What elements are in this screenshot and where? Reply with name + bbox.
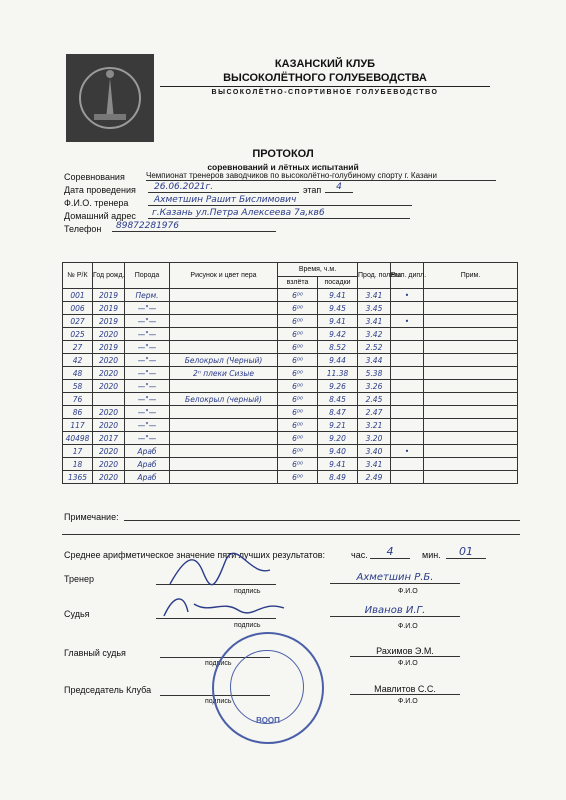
col-note: Прим.	[424, 263, 518, 289]
cell-duration: 3.42	[358, 328, 391, 341]
cell-duration: 3.41	[358, 289, 391, 302]
cell-num: 27	[63, 341, 93, 354]
cell-takeoff: 6⁰⁰	[278, 445, 318, 458]
document-title: ПРОТОКОЛ	[252, 148, 314, 160]
trainer-sign-label: Тренер	[64, 574, 94, 584]
cell-duration: 3.26	[358, 380, 391, 393]
cell-landing: 8.49	[318, 471, 358, 484]
note-line-1	[124, 520, 520, 521]
cell-note	[424, 328, 518, 341]
cell-color: Белокрыл (Черный)	[170, 354, 278, 367]
cell-breed: —"—	[125, 419, 170, 432]
cell-duration: 2.52	[358, 341, 391, 354]
cell-breed: —"—	[125, 432, 170, 445]
cell-landing: 8.47	[318, 406, 358, 419]
cell-color	[170, 315, 278, 328]
cell-num: 001	[63, 289, 93, 302]
table-row	[63, 341, 518, 354]
cell-note	[424, 315, 518, 328]
cell-landing: 9.45	[318, 302, 358, 315]
stage-label: этап	[303, 185, 322, 195]
cell-takeoff: 6⁰⁰	[278, 354, 318, 367]
cell-landing: 9.40	[318, 445, 358, 458]
cell-takeoff: 6⁰⁰	[278, 458, 318, 471]
cell-year: 2017	[93, 432, 125, 445]
club-logo	[66, 54, 154, 142]
cell-landing: 8.52	[318, 341, 358, 354]
cell-color	[170, 406, 278, 419]
chair-label: Председатель Клуба	[64, 685, 152, 695]
table-row	[63, 458, 518, 471]
cell-breed: —"—	[125, 315, 170, 328]
judge-signature	[160, 590, 290, 624]
cell-landing: 9.21	[318, 419, 358, 432]
cell-takeoff: 6⁰⁰	[278, 341, 318, 354]
cell-num: 18	[63, 458, 93, 471]
average-hours-value: 4	[370, 545, 410, 559]
cell-num: 58	[63, 380, 93, 393]
address-value: г.Казань ул.Петра Алексеева 7а,кв6	[148, 208, 410, 219]
col-color: Рисунок и цвет пера	[170, 263, 278, 289]
cell-done	[391, 406, 424, 419]
table-row	[63, 406, 518, 419]
cell-done	[391, 393, 424, 406]
date-label: Дата проведения	[64, 185, 136, 195]
cell-breed: —"—	[125, 393, 170, 406]
cell-color	[170, 432, 278, 445]
document-subtitle: соревнований и лётных испытаний	[207, 162, 359, 172]
results-table	[62, 262, 518, 484]
cell-color	[170, 380, 278, 393]
official-stamp	[212, 632, 324, 744]
cell-breed: —"—	[125, 354, 170, 367]
cell-year: 2019	[93, 302, 125, 315]
cell-done: •	[391, 445, 424, 458]
average-label: Среднее арифметическое значение пяти лучших результатов:	[64, 550, 325, 560]
cell-takeoff: 6⁰⁰	[278, 393, 318, 406]
average-hours-label: час.	[351, 550, 368, 560]
club-name-line1: КАЗАНСКИЙ КЛУБ	[274, 58, 376, 70]
cell-duration: 3.21	[358, 419, 391, 432]
cell-takeoff: 6⁰⁰	[278, 315, 318, 328]
cell-year: 2020	[93, 419, 125, 432]
table-row	[63, 302, 518, 315]
cell-num: 48	[63, 367, 93, 380]
cell-landing: 9.20	[318, 432, 358, 445]
cell-note	[424, 445, 518, 458]
cell-takeoff: 6⁰⁰	[278, 419, 318, 432]
cell-year	[93, 393, 125, 406]
cell-duration: 3.40	[358, 445, 391, 458]
col-breed: Порода	[125, 263, 170, 289]
cell-note	[424, 419, 518, 432]
cell-year: 2020	[93, 354, 125, 367]
cell-duration: 2.45	[358, 393, 391, 406]
cell-duration: 5.38	[358, 367, 391, 380]
table-row	[63, 393, 518, 406]
cell-year: 2019	[93, 341, 125, 354]
cell-duration: 3.20	[358, 432, 391, 445]
cell-takeoff: 6⁰⁰	[278, 367, 318, 380]
cell-landing: 9.41	[318, 458, 358, 471]
cell-breed: —"—	[125, 380, 170, 393]
judge-sign-label: Судья	[64, 609, 90, 619]
trainer-podpis: подпись	[234, 588, 261, 595]
cell-breed: —"—	[125, 302, 170, 315]
cell-breed: Араб	[125, 471, 170, 484]
cell-year: 2020	[93, 367, 125, 380]
cell-color	[170, 341, 278, 354]
cell-breed: —"—	[125, 406, 170, 419]
competition-value: Чемпионат тренеров заводчиков по высоколётно-голубиному спорту г. Казани	[146, 171, 496, 181]
cell-duration: 2.49	[358, 471, 391, 484]
cell-done	[391, 458, 424, 471]
cell-color: 2ⁿ плеки Сизые	[170, 367, 278, 380]
cell-color	[170, 302, 278, 315]
club-name-line2: ВЫСОКОЛЁТНОГО ГОЛУБЕВОДСТВА	[223, 72, 427, 84]
cell-year: 2019	[93, 289, 125, 302]
note-line-2	[62, 534, 520, 535]
col-time: Время, ч.м.	[278, 263, 358, 277]
chair-name: Мавлитов С.С.	[350, 684, 460, 695]
cell-note	[424, 432, 518, 445]
judge-name: Иванов И.Г.	[330, 605, 460, 617]
cell-done	[391, 471, 424, 484]
cell-color: Белокрыл (черный)	[170, 393, 278, 406]
cell-done	[391, 419, 424, 432]
chief-name: Рахимов Э.М.	[350, 646, 460, 657]
col-duration: Прод. полёта	[358, 263, 391, 289]
trainer-signature	[165, 552, 275, 592]
cell-note	[424, 406, 518, 419]
cell-done	[391, 354, 424, 367]
trainer-value: Ахметшин Рашит Бислимович	[148, 195, 412, 206]
judge-podpis: подпись	[234, 622, 261, 629]
phone-label: Телефон	[64, 224, 102, 234]
chief-podpis: подпись	[205, 660, 232, 667]
cell-done	[391, 328, 424, 341]
col-takeoff: взлёта	[278, 277, 318, 289]
cell-landing: 9.41	[318, 315, 358, 328]
chair-fio: Ф.И.О	[398, 698, 418, 705]
table-row	[63, 328, 518, 341]
chief-label: Главный судья	[64, 648, 126, 658]
cell-breed: —"—	[125, 341, 170, 354]
cell-color	[170, 419, 278, 432]
cell-landing: 9.26	[318, 380, 358, 393]
cell-takeoff: 6⁰⁰	[278, 406, 318, 419]
cell-breed: Араб	[125, 458, 170, 471]
table-row	[63, 419, 518, 432]
cell-year: 2020	[93, 458, 125, 471]
cell-year: 2020	[93, 471, 125, 484]
cell-duration: 3.45	[358, 302, 391, 315]
cell-num: 027	[63, 315, 93, 328]
cell-color	[170, 328, 278, 341]
cell-num: 025	[63, 328, 93, 341]
cell-duration: 3.41	[358, 458, 391, 471]
cell-breed: —"—	[125, 367, 170, 380]
table-row	[63, 289, 518, 302]
cell-duration: 3.44	[358, 354, 391, 367]
cell-landing: 9.42	[318, 328, 358, 341]
cell-num: 86	[63, 406, 93, 419]
cell-landing: 11.38	[318, 367, 358, 380]
col-landing: посадки	[318, 277, 358, 289]
cell-landing: 9.41	[318, 289, 358, 302]
stamp-text: ВООП	[256, 716, 280, 725]
table-row	[63, 445, 518, 458]
cell-note	[424, 471, 518, 484]
cell-note	[424, 393, 518, 406]
phone-value: 89872281976	[112, 221, 276, 232]
cell-color	[170, 289, 278, 302]
cell-done	[391, 380, 424, 393]
cell-num: 42	[63, 354, 93, 367]
cell-landing: 8.45	[318, 393, 358, 406]
table-row	[63, 315, 518, 328]
address-label: Домашний адрес	[64, 211, 136, 221]
competition-label: Соревнования	[64, 172, 125, 182]
cell-done	[391, 341, 424, 354]
cell-note	[424, 458, 518, 471]
table-row	[63, 471, 518, 484]
cell-year: 2020	[93, 328, 125, 341]
cell-breed: Перм.	[125, 289, 170, 302]
judge-fio: Ф.И.О	[398, 623, 418, 630]
cell-takeoff: 6⁰⁰	[278, 289, 318, 302]
cell-year: 2020	[93, 406, 125, 419]
cell-num: 117	[63, 419, 93, 432]
table-row	[63, 354, 518, 367]
cell-note	[424, 380, 518, 393]
table-row	[63, 367, 518, 380]
stage-value: 4	[325, 182, 353, 193]
cell-takeoff: 6⁰⁰	[278, 432, 318, 445]
cell-color	[170, 458, 278, 471]
note-label: Примечание:	[64, 512, 119, 522]
cell-done: •	[391, 289, 424, 302]
cell-color	[170, 445, 278, 458]
trainer-label: Ф.И.О. тренера	[64, 198, 129, 208]
cell-done: •	[391, 315, 424, 328]
club-slogan: ВЫСОКОЛЁТНО-СПОРТИВНОЕ ГОЛУБЕВОДСТВО	[211, 89, 439, 96]
chief-fio: Ф.И.О	[398, 660, 418, 667]
cell-year: 2020	[93, 380, 125, 393]
cell-duration: 3.41	[358, 315, 391, 328]
cell-color	[170, 471, 278, 484]
cell-done	[391, 302, 424, 315]
cell-takeoff: 6⁰⁰	[278, 471, 318, 484]
cell-year: 2019	[93, 315, 125, 328]
average-minutes-value: 01	[446, 545, 486, 559]
cell-note	[424, 367, 518, 380]
cell-num: 1365	[63, 471, 93, 484]
cell-num: 17	[63, 445, 93, 458]
cell-note	[424, 289, 518, 302]
cell-duration: 2.47	[358, 406, 391, 419]
cell-takeoff: 6⁰⁰	[278, 380, 318, 393]
cell-done	[391, 432, 424, 445]
stamp-inner-ring	[230, 650, 304, 724]
header-divider	[160, 86, 490, 87]
cell-breed: Араб	[125, 445, 170, 458]
cell-num: 006	[63, 302, 93, 315]
date-value: 26.06.2021г.	[148, 182, 299, 193]
table-row	[63, 380, 518, 393]
cell-note	[424, 354, 518, 367]
table-row	[63, 432, 518, 445]
cell-num: 40498	[63, 432, 93, 445]
col-done: Вып. дипл.	[391, 263, 424, 289]
cell-breed: —"—	[125, 328, 170, 341]
col-year: Год рожд.	[93, 263, 125, 289]
cell-takeoff: 6⁰⁰	[278, 302, 318, 315]
cell-landing: 9.44	[318, 354, 358, 367]
cell-note	[424, 302, 518, 315]
average-minutes-label: мин.	[422, 550, 441, 560]
col-num: № Р/К	[63, 263, 93, 289]
trainer-name: Ахметшин Р.Б.	[330, 572, 460, 584]
cell-note	[424, 341, 518, 354]
cell-num: 76	[63, 393, 93, 406]
chair-podpis: подпись	[205, 698, 232, 705]
trainer-fio: Ф.И.О	[398, 588, 418, 595]
cell-done	[391, 367, 424, 380]
cell-takeoff: 6⁰⁰	[278, 328, 318, 341]
cell-year: 2020	[93, 445, 125, 458]
